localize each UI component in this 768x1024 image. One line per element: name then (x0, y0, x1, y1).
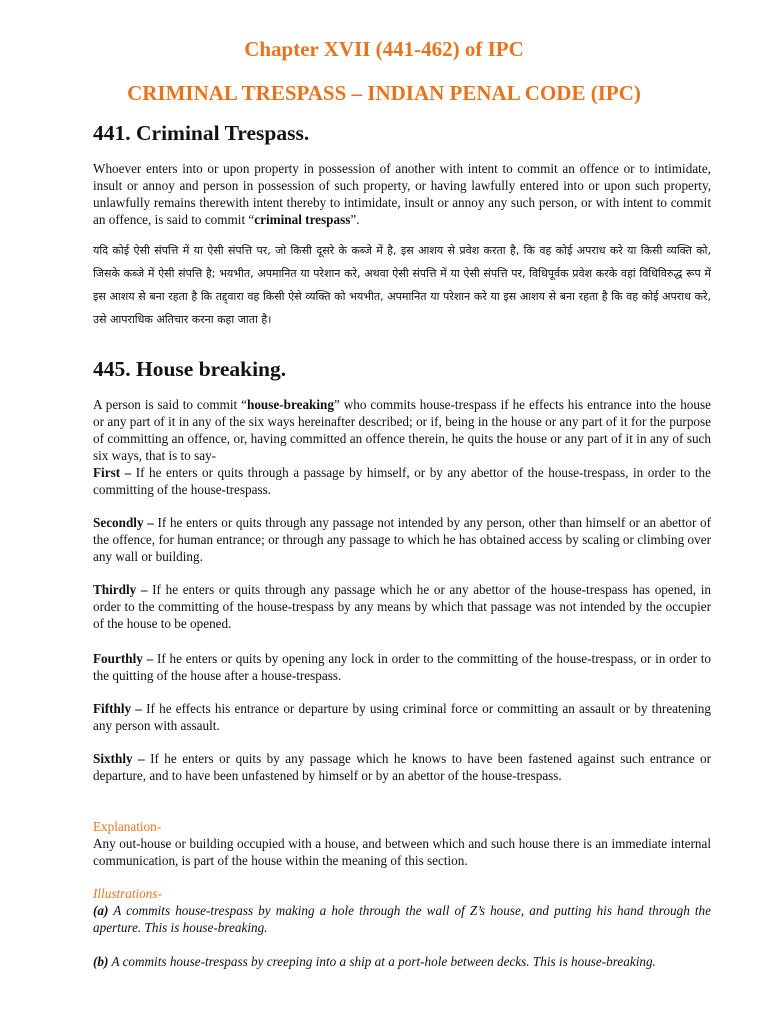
illustrations (93, 885, 711, 936)
s441-text-b: ”. (350, 212, 360, 227)
clause-secondly (93, 514, 711, 565)
section-441-heading: 441. Criminal Trespass. (93, 121, 310, 145)
clause-thirdly (93, 581, 711, 632)
clause-fourthly (93, 650, 711, 684)
second-text: If he enters or quits through any passage not intended by any person, other than himself or an abettor of the offence, for human entrance; or through any passage to which he has obtained access by scaling or climbing over any wall or building. (93, 515, 711, 564)
first-text: If he enters or quits through a passage by himself, or by any abettor of the house-trespass, in order to the committing of the house-trespass. (93, 465, 711, 497)
s445-intro-term: house-breaking (247, 397, 334, 412)
third-text: If he enters or quits through any passage which he or any abettor of the house-trespass has opened, in order to the committing of the house-trespass by any means by which that passage was not intended by the occupier of the house to be opened. (93, 582, 711, 631)
s441-term: criminal trespass (254, 212, 351, 227)
explanation-text: Any out-house or building occupied with a house, and between which and such house there is an immediate internal communication, is part of the house within the meaning of this section. (93, 836, 711, 868)
third-label: Thirdly – (93, 582, 148, 597)
fourth-label: Fourthly – (93, 651, 154, 666)
explanation (93, 818, 711, 869)
s441-hindi-text: यदि कोई ऐसी संपत्ति में या ऐसी संपत्ति पर, जो किसी दूसरे के कब्जे में है, इस आशय से प्रवेश करता है, कि वह कोई अपराध करे या किसी व्यक्ति को, जिसके कब्जे में ऐसी संपत्ति है; भयभीत, अपमानित या परेशान करे, अथवा ऐसी संपत्ति में या ऐसी संपत्ति पर, विधिपूर्वक प्रवेश करके वहां विधिविरुद्ध रूप में इस आशय से बना रहता है कि तद्द्वारा वह किसी ऐसे व्यक्ति को भयभीत, अपमानित या परेशान करे या इस आशय से बना रहता है कि वह कोई अपराध करे, उसे आपराधिक अतिचार करना कहा जाता है। (93, 244, 711, 326)
s445-intro-b: ” who commits house-trespass if he effects his entrance into the house or any part of it in any of the six ways hereinafter described; or if, being in the house or any part of it for the purpose of committing an offence, or, having committed an offence therein, he quits the house or any part of it in any of such six ways, that is to say- (93, 397, 711, 463)
illustration-b (93, 953, 711, 970)
explanation-label: Explanation- (93, 819, 162, 834)
first-label: First – (93, 465, 132, 480)
illustrations-label: Illustrations- (93, 886, 162, 901)
chapter-title: Chapter XVII (441-462) of IPC (244, 37, 524, 61)
section-441-hindi (93, 239, 711, 331)
sixth-text: If he enters or quits by any passage which he knows to have been fastened against such entrance or departure, and to have been unfastened by himself or by an abettor of the house-trespass. (93, 751, 711, 783)
document-subtitle: CRIMINAL TRESPASS – INDIAN PENAL CODE (IPC) (127, 81, 641, 105)
clause-sixthly (93, 750, 711, 784)
s441-text-a: Whoever enters into or upon property in possession of another with intent to commit an offence or to intimidate, insult or annoy and person in possession of such property, or having lawfully entered into or upon such property, unlawfully remains therewith intent thereby to intimidate, insult or annoy any such person, or with intent to commit an offence, is said to commit “ (93, 161, 711, 227)
fifth-label: Fifthly – (93, 701, 142, 716)
ill-a-label: (a) (93, 903, 109, 918)
second-label: Secondly – (93, 515, 154, 530)
section-441-text (93, 160, 711, 228)
fifth-text: If he effects his entrance or departure by using criminal force or committing an assault or by threatening any person with assault. (93, 701, 711, 733)
clause-fifthly (93, 700, 711, 734)
ill-a-text: A commits house-trespass by making a hole through the wall of Z’s house, and putting his hand through the aperture. This is house-breaking. (93, 903, 711, 935)
section-445-intro (93, 396, 711, 498)
ill-b-label: (b) (93, 954, 109, 969)
section-445-heading: 445. House breaking. (93, 357, 287, 381)
s445-intro-a: A person is said to commit “ (93, 397, 247, 412)
sixth-label: Sixthly – (93, 751, 145, 766)
fourth-text: If he enters or quits by opening any lock in order to the committing of the house-trespass, or in order to the quitting of the house after a house-trespass. (93, 651, 711, 683)
ill-b-text: A commits house-trespass by creeping into a ship at a port-hole between decks. This is house-breaking. (108, 954, 656, 969)
